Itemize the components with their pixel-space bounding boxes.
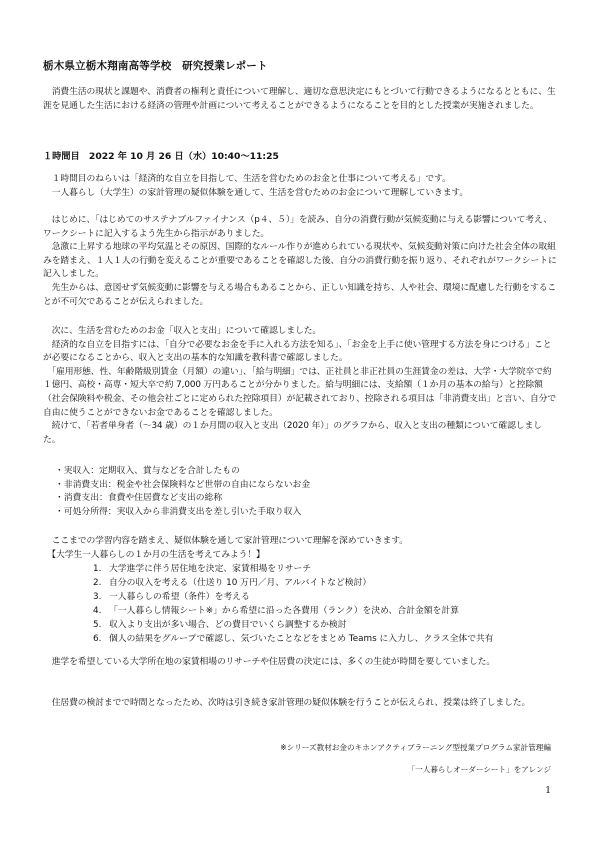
list-item: 6. 個人の結果をグループで確認し、気づいたことなどをまとめ Teams に入力し、クラス全体で共有 xyxy=(93,633,494,644)
closing-paragraph: 住居費の検討までで時間となったため、次時は引き続き家計管理の疑似体験を行うことが伝えられ、授業は終了しました。 xyxy=(43,698,531,708)
session-heading: １時間目 2022 年 10 月 26 日（水）10:40～11:25 xyxy=(43,151,279,162)
list-item: ・消費支出：食費や住居費など支出の総称 xyxy=(55,493,223,504)
list-item: ・非消費支出：税金や社会保険料など世帯の自由にならないお金 xyxy=(55,479,311,490)
list-item: 5. 収入より支出が多い場合、どの費目でいくら調整するか検討 xyxy=(93,619,347,630)
footnote-arrangement: 「一人暮らしオーダーシート」をアレンジ xyxy=(407,765,551,774)
list-item: ・可処分所得：実収入から非消費支出を差し引いた手取り収入 xyxy=(55,506,302,517)
report-title: 栃木県立栃木翔南高等学校 研究授業レポート xyxy=(43,60,268,72)
rent-research-paragraph: 進学を希望している大学所在地の家賃相場のリサーチや住居費の決定には、多くの生徒が時間を要していました。 xyxy=(43,657,496,667)
intro-paragraph: 消費生活の現状と課題や、消費者の権利と責任について理解し、適切な意思決定にもとづいて行動できるようになるとともに、生涯を見通した生活における経済の管理や計画について考えることができるようになることを目的とした授業が実施されました。 xyxy=(43,87,556,111)
list-item: 4. 「一人暮らし情報シート※」から希望に沿った各費用（ランク）を決め、合計金額を計算 xyxy=(93,605,459,616)
income-expense-paragraph: 次に、生活を営むためのお金「収入と支出」について確認しました。 経済的な自立を目指すには、「自分で必要なお金を手に入れる方法を知る」、「お金を上手に使い管理する方法を身につける」ことが必要になることから、収入と支出の基本的な知識を教科書で確認しました。 「雇用形態、性、年齢階級別賃金（月額）の違い」、「給与明細」では、正社員と非正社員の生涯賃金の差は、大学・大学院卒で約１億円、高校・高専・短大卒で約 7,000 万円あることが分かりました。給与明細には、支給額（１か月の基本の給与）と控除額（社会保険料や税金、その他会社ごとに定められた控除項目）が記載されており、控除される項目は「非消費支出」と言い、自分で自由に使うことができないお金であることを確認しました。 続けて、「若者単身者（～34 歳）の１か月間の収入と支出（2020 年）」のグラフから、収入と支出の種類について確認しました。 xyxy=(43,326,557,445)
list-item: 1. 大学進学に伴う居住地を決定、家賃相場をリサーチ xyxy=(93,564,312,574)
list-item: 3. 一人暮らしの希望（条件）を考える xyxy=(93,591,250,602)
aim-paragraph: １時間目のねらいは「経済的な自立を目指して、生活を営むためのお金と仕事について考える」です。 一人暮らし（大学生）の家計管理の疑似体験を通して、生活を営むためのお金について理解していきます。 xyxy=(51,174,469,198)
simulation-intro-paragraph: ここまでの学習内容を踏まえ、疑似体験を通して家計管理について理解を深めていきます。 xyxy=(43,536,408,546)
footnote-source: ※シリーズ教材お金のキホンアクティブラーニング型授業プログラム家計管理編 xyxy=(280,743,551,752)
income-types-list xyxy=(55,465,310,519)
list-item: 2. 自分の収入を考える（仕送り 10 万円／月、アルバイトなど検討） xyxy=(93,577,372,588)
list-item: ・実収入：定期収入、賞与などを合計したもの xyxy=(55,466,240,476)
sustainable-finance-paragraph: はじめに、「はじめてのサステナブルファイナンス（p４、５）」を読み、自分の消費行動が気候変動に与える影響について考え、ワークシートに記入するよう先生から指示がありました。 急激に上昇する地球の平均気温とその原因、国際的なルール作りが進められている現状や、気候変動対策に向けた社会全体の取組みを踏まえ、１人１人の行動を変えることが重要であることを確認した後、自分の消費行動を振り返り、それぞれがワークシートに記入しました。 先生からは、意図せず気候変動に影響を与える場合もあることから、正しい知識を持ち、人や社会、環境に配慮した行動をすることが不可欠であることが伝えられました。 xyxy=(43,215,557,307)
page-number: 1 xyxy=(545,786,551,796)
task-heading: 【大学生一人暮らしの１か月の生活を考えてみよう！】 xyxy=(43,550,265,560)
task-steps-list xyxy=(93,563,494,646)
